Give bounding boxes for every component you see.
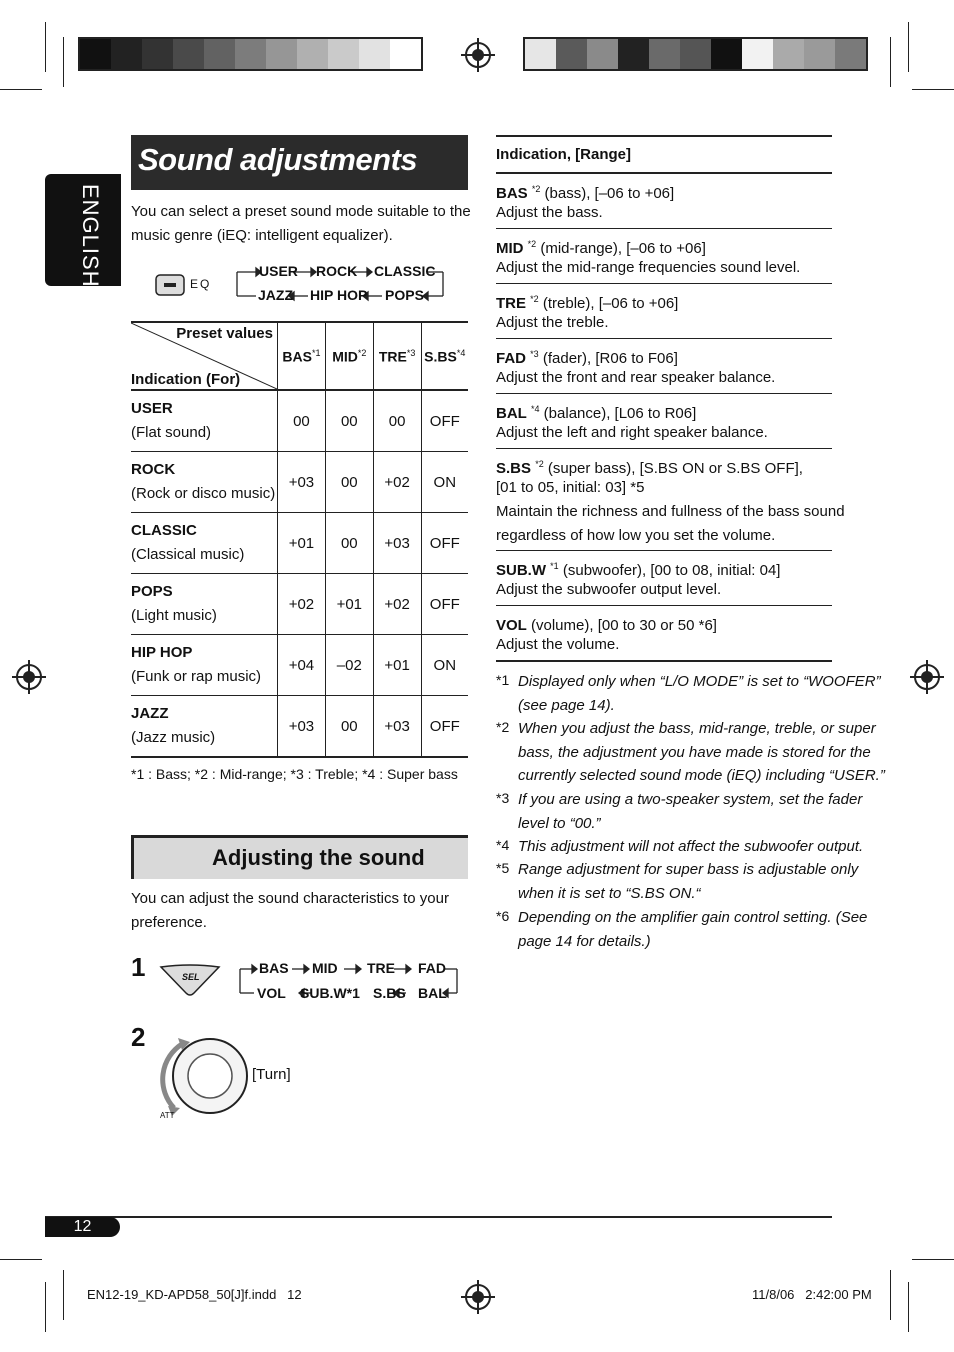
footnote-mark: *2: [496, 719, 510, 735]
preset-indication-cell: [131, 696, 278, 758]
preset-value-cell: 00: [325, 390, 373, 452]
indication-spec: (treble), [–06 to +06]: [538, 295, 679, 312]
registration-mark-top: [465, 42, 491, 68]
preset-values-table: [131, 321, 468, 758]
preset-value-cell: +02: [278, 574, 326, 635]
indication-divider: [496, 660, 832, 662]
crop-mark: [890, 37, 891, 87]
footnote-text: (see page 14).: [518, 696, 615, 714]
registration-mark-bottom: [465, 1284, 491, 1310]
preset-value-cell: +03: [373, 696, 421, 758]
footnote-text: bass, the adjustment you have made is stored for the: [518, 743, 871, 761]
indication-desc: regardless of how low you set the volume.: [496, 527, 776, 544]
turn-label: [Turn]: [252, 1066, 291, 1083]
indication-spec: (mid-range), [–06 to +06]: [536, 240, 706, 257]
indication-desc: Adjust the mid-range frequencies sound level.: [496, 259, 801, 276]
preset-name: HIP HOP: [131, 644, 193, 661]
footnote-mark: *3: [496, 790, 510, 806]
table-row: [131, 390, 468, 452]
preset-value-cell: +01: [373, 635, 421, 696]
preset-name: ROCK: [131, 461, 176, 478]
preset-value-cell: +03: [278, 696, 326, 758]
footnote-text: When you adjust the bass, mid-range, treble, or super: [518, 720, 876, 737]
title-bar: [131, 135, 468, 190]
eq-flow-pops: POPS: [385, 287, 424, 303]
indication-spec: (subwoofer), [00 to 08, initial: 04]: [558, 562, 781, 579]
language-tab: [45, 174, 121, 286]
crop-mark: [908, 1282, 909, 1332]
footnote-mark: *5: [496, 860, 510, 876]
eq-flow-rock: ROCK: [316, 263, 358, 279]
col-mid: MID$^{*2}$: [325, 322, 373, 390]
indication-desc: Adjust the left and right speaker balance.: [496, 424, 768, 441]
step-2: 2: [131, 1022, 146, 1052]
preset-indication-cell: [131, 390, 278, 452]
sel-button-label: SEL: [182, 972, 200, 982]
indication-desc: [01 to 05, initial: 03] *5: [496, 479, 645, 496]
indication-spec: (volume), [00 to 30 or 50 *6]: [531, 617, 717, 634]
footnote-mark: *6: [496, 908, 510, 924]
preset-value-cell: +02: [373, 574, 421, 635]
footnote-text: Depending on the amplifier gain control setting. (See: [518, 909, 868, 926]
eq-flow-user: USER: [259, 263, 298, 279]
indication-code: BAL: [496, 405, 527, 422]
crop-mark: [45, 1282, 46, 1332]
indication-note: *2: [530, 294, 539, 304]
eq-flow-classic: CLASSIC: [374, 263, 436, 279]
table-row: [131, 696, 468, 758]
indication-divider: [496, 283, 832, 284]
crop-mark: [912, 1259, 954, 1260]
footnote-text: when it is set to “S.BS ON.“: [518, 884, 701, 902]
preset-value-cell: OFF: [421, 513, 468, 574]
preset-value-cell: 00: [278, 390, 326, 452]
preset-value-cell: 00: [325, 452, 373, 513]
preset-value-cell: 00: [325, 696, 373, 758]
footnote-text: Range adjustment for super bass is adjustable only: [518, 861, 859, 878]
preset-desc: (Jazz music): [131, 729, 216, 746]
indication-note: *2: [535, 459, 544, 469]
registration-mark-left: [16, 664, 42, 690]
indication-desc: Adjust the front and rear speaker balance.: [496, 369, 776, 386]
indication-desc: Adjust the volume.: [496, 636, 620, 653]
adjusting-text-1: You can adjust the sound characteristics to your: [131, 890, 449, 907]
indication-divider: [496, 550, 832, 551]
preset-value-cell: +04: [278, 635, 326, 696]
table-notes: *1 : Bass; *2 : Mid-range; *3 : Treble; *4 : Super bass: [131, 766, 458, 782]
preset-value-cell: +03: [373, 513, 421, 574]
footnote-text: If you are using a two-speaker system, set the fader: [518, 791, 863, 808]
footnote-text: This adjustment will not affect the subwoofer output.: [518, 838, 864, 855]
indication-note: *4: [531, 404, 540, 414]
att-label: ATT: [160, 1111, 175, 1120]
preset-desc: (Funk or rap music): [131, 668, 262, 685]
crop-mark: [890, 1270, 891, 1320]
preset-value-cell: OFF: [421, 696, 468, 758]
footnote-text: level to “00.”: [518, 814, 601, 832]
sound-flow-subw: SUB.W*1: [300, 985, 360, 1001]
indication-desc: Adjust the bass.: [496, 204, 603, 221]
preset-value-cell: 00: [373, 390, 421, 452]
indication-spec: (balance), [L06 to R06]: [539, 405, 697, 422]
sound-flow-vol: VOL: [257, 985, 286, 1001]
preset-desc: (Classical music): [131, 546, 245, 563]
indication-spec: (fader), [R06 to F06]: [538, 350, 678, 367]
preset-indication-cell: [131, 513, 278, 574]
sound-flow-bas: BAS: [259, 960, 289, 976]
sound-flow-tre: TRE: [367, 960, 395, 976]
indication-header: Indication, [Range]: [496, 146, 631, 163]
indication-code: SUB.W: [496, 562, 546, 579]
header-indication: Indication (For): [131, 371, 241, 388]
preset-value-cell: +02: [373, 452, 421, 513]
page-number: 12: [45, 1217, 120, 1237]
preset-name: USER: [131, 400, 173, 417]
indication-divider: [496, 393, 832, 394]
indication-desc: Adjust the subwoofer output level.: [496, 581, 722, 598]
indication-spec: (bass), [–06 to +06]: [540, 185, 675, 202]
preset-value-cell: +03: [278, 452, 326, 513]
indication-code: TRE: [496, 295, 526, 312]
preset-name: POPS: [131, 583, 173, 600]
preset-desc: (Flat sound): [131, 424, 212, 441]
crop-mark: [63, 1270, 64, 1320]
preset-indication-cell: [131, 452, 278, 513]
sound-flow-bal: BAL: [418, 985, 447, 1001]
table-row: [131, 574, 468, 635]
preset-value-cell: –02: [325, 635, 373, 696]
indication-header-rule: [496, 172, 832, 174]
preset-value-cell: 00: [325, 513, 373, 574]
adjusting-heading: Adjusting the sound: [212, 845, 425, 870]
footnote-mark: *4: [496, 837, 510, 853]
col-tre: TRE$^{*3}$: [373, 322, 421, 390]
preset-indication-cell: [131, 635, 278, 696]
preset-value-cell: OFF: [421, 574, 468, 635]
intro-line-1: You can select a preset sound mode suitable to the: [131, 203, 471, 220]
preset-name: CLASSIC: [131, 522, 197, 539]
indication-desc: Adjust the treble.: [496, 314, 609, 331]
indication-divider: [496, 448, 832, 449]
slug-right: 11/8/06 2:42:00 PM: [752, 1287, 872, 1302]
page-title: Sound adjustments: [138, 142, 418, 177]
header-diagonal-cell: [131, 322, 278, 390]
indication-code: BAS: [496, 185, 528, 202]
footer-rule: [45, 1216, 832, 1218]
intro-line-2: music genre (iEQ: intelligent equalizer).: [131, 227, 393, 244]
indication-divider: [496, 338, 832, 339]
color-bar-right: [523, 37, 868, 71]
indication-code: FAD: [496, 350, 526, 367]
footnote-text: Displayed only when “L/O MODE” is set to “WOOFER”: [518, 673, 881, 690]
adjusting-text-2: preference.: [131, 914, 207, 931]
preset-indication-cell: [131, 574, 278, 635]
crop-mark: [908, 22, 909, 72]
eq-button-label: EQ: [190, 277, 212, 291]
preset-name: JAZZ: [131, 705, 169, 722]
control-dial-icon: [160, 1032, 252, 1122]
crop-mark: [63, 37, 64, 87]
col-sbs: S.BS$^{*4}$: [421, 322, 468, 390]
language-tab-label: ENGLISH: [78, 184, 103, 288]
indication-note: *2: [531, 184, 541, 194]
preset-value-cell: OFF: [421, 390, 468, 452]
header-preset-values: Preset values: [176, 325, 273, 342]
registration-mark-right: [914, 664, 940, 690]
table-header-row: [131, 322, 468, 390]
color-bar-left: [78, 37, 423, 71]
slug-left: EN12-19_KD-APD58_50[J]f.indd 12: [87, 1287, 302, 1302]
eq-flow-jazz: JAZZ: [258, 287, 293, 303]
table-row: [131, 452, 468, 513]
preset-desc: (Light music): [131, 607, 217, 624]
indication-code: MID: [496, 240, 524, 257]
indication-code: VOL: [496, 617, 527, 634]
crop-mark: [912, 89, 954, 90]
indication-spec: (super bass), [S.BS ON or S.BS OFF],: [543, 460, 803, 477]
sound-flow-mid: MID: [312, 960, 338, 976]
indication-code: S.BS: [496, 460, 532, 477]
indication-desc: Maintain the richness and fullness of the bass sound: [496, 503, 845, 520]
eq-flow-hiphop: HIP HOP: [310, 287, 368, 303]
step-1: 1: [131, 952, 146, 982]
adjusting-heading-bar: [131, 835, 468, 879]
preset-value-cell: ON: [421, 452, 468, 513]
crop-mark: [45, 22, 46, 72]
preset-value-cell: ON: [421, 635, 468, 696]
col-bas: BAS$^{*1}$: [278, 322, 326, 390]
preset-value-cell: +01: [278, 513, 326, 574]
crop-mark: [0, 1259, 42, 1260]
footnote-text: currently selected sound mode (iEQ) including “USER.”: [518, 767, 885, 784]
indication-top-rule: [496, 135, 832, 137]
preset-desc: (Rock or disco music): [131, 485, 276, 502]
preset-value-cell: +01: [325, 574, 373, 635]
indication-note: *2: [527, 239, 537, 249]
footnote-text: page 14 for details.): [518, 932, 651, 950]
footnote-mark: *1: [496, 672, 510, 688]
table-row: [131, 635, 468, 696]
indication-divider: [496, 228, 832, 229]
indication-divider: [496, 605, 832, 606]
indication-note: *3: [530, 349, 539, 359]
crop-mark: [0, 89, 42, 90]
indication-note: *1: [550, 561, 559, 571]
sound-flow-fad: FAD: [418, 960, 446, 976]
table-row: [131, 513, 468, 574]
sound-flow-sbs: S.BS: [373, 985, 406, 1001]
